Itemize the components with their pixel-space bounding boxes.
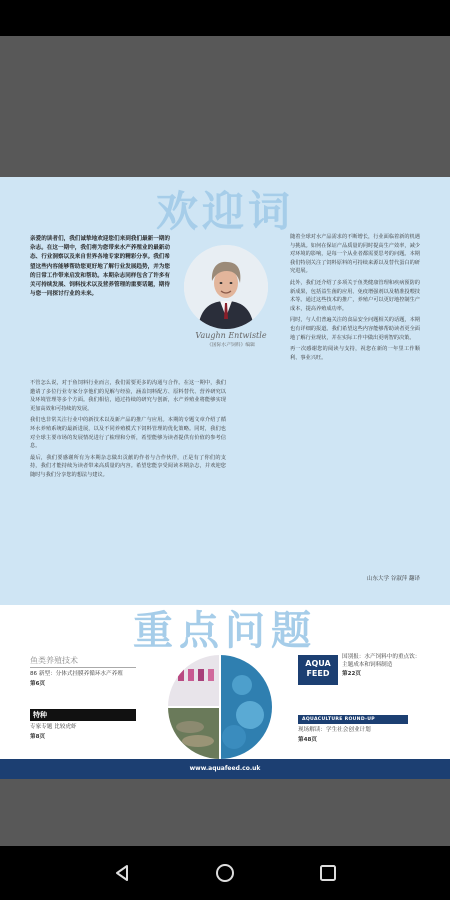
portrait-name: Vaughn Entwistle (195, 331, 267, 340)
body-paragraph: 此外，我们还介绍了多项关于鱼类健康管理和疾病预防的新成果，包括益生菌的应用、免疫增强剂以及精准投喂技术等。通过这些技术的推广，养殖户可以更好地控制生产成本，提高养殖成功率。 (290, 279, 420, 312)
cover-collage-image (168, 655, 272, 759)
body-column-left (30, 379, 226, 483)
topic-subtitle: 86 新型：分体式挂膜养循环水产养殖 (30, 671, 123, 677)
topic-bar: 特种 (30, 709, 136, 721)
topic-heading: 鱼类养殖技术 (30, 655, 136, 668)
welcome-section (0, 177, 450, 605)
topic-page-number: 第6页 (30, 681, 46, 687)
intro-paragraph: 亲爱的读者们，我们诚挚地欢迎您们来到我们最新一期的杂志。在这一期中，我们将为您带来水产养殖业的最新动态、行业洞察以及来自世界各地专家的精彩分享。我们希望这些内容能够帮助您更好地了解行业发展趋势，并为您的日常工作带来启发和帮助。本期杂志同样包含了许多有关可持续发展、饲料技术以及营养管理的重要话题，期待与您一同探讨行业的未来。 (30, 236, 170, 298)
navigation-bar (0, 846, 450, 900)
editor-portrait (184, 245, 268, 329)
aqua-feed-logo: AQUA FEED (298, 655, 338, 685)
topic-page-number: 第48页 (298, 737, 317, 743)
magazine-page[interactable] (0, 177, 450, 779)
body-paragraph: 再一次感谢您的阅读与支持，祝您在新的一年里工作顺利、事业兴旺。 (290, 346, 420, 361)
body-paragraph: 我们也非常关注行业中的新技术以及新产品的推广与应用。本期的专题文章介绍了循环水养殖系统的最新进展，以及不同养殖模式下饲料管理的优化策略。同时，我们也对全球主要市场的发展情况进行了梳理和分析，希望能够为读者提供有价值的参考信息。 (30, 417, 226, 450)
footer-url[interactable]: www.aquafeed.co.uk (0, 759, 450, 779)
topic-fish-farming (30, 655, 136, 687)
topic-subtitle: 国别报：水产饲料中的重点饮：主题成本和饲料制造 (342, 654, 421, 668)
body-paragraph: 随着全球对水产品需求的不断增长，行业面临着新的机遇与挑战。如何在保证产品质量的同时提高生产效率，减少对环境的影响，是每一个从业者都需要思考的问题。本期我们特别关注了饲料原料的可持续来源以及替代蛋白的研究进展。 (290, 234, 420, 275)
topic-subtitle: 现场解读：学生社会创业计划 (298, 727, 371, 733)
key-issues-title: 重点问题 (133, 608, 317, 654)
welcome-title: 欢迎词 (155, 187, 294, 236)
home-icon[interactable] (205, 853, 245, 893)
body-paragraph: 不管怎么说，对于鱼饲料行业而言，我们需要更多的沟通与合作。在这一期中，我们邀请了多位行业专家分享他们的见解与经验，涵盖饲料配方、原料替代、营养研究以及环境管理等多个方面。我们相信，通过持续的研究与创新，水产养殖业将能够实现更加高效和可持续的发展。 (30, 380, 226, 412)
topic-species (30, 709, 136, 740)
topic-page-number: 第22页 (342, 671, 361, 677)
topic-page-number: 第8页 (30, 734, 46, 740)
back-icon[interactable] (102, 853, 142, 893)
body-paragraph: 同时，与人们普遍关注的食品安全问题相关的话题，本期也有详细的报道。我们希望这些内容能够帮助读者更全面地了解行业现状，并在实际工作中做出更明智的决策。 (290, 317, 420, 341)
topic-country-report (342, 653, 422, 678)
topic-subtitle: 专家专题 比较虎虾 (30, 724, 77, 730)
topic-roundup (298, 715, 408, 743)
portrait-role: 《国际水产饲料》编辑 (207, 343, 255, 348)
status-bar (0, 0, 450, 36)
recents-icon[interactable] (308, 853, 348, 893)
topic-bar: AQUACULTURE ROUND-UP (298, 715, 408, 724)
translator-signature: 山东大学 谷淑萍 翻译 (367, 576, 420, 582)
document-viewer[interactable] (0, 36, 450, 846)
body-paragraph: 最后，我们要感谢所有为本期杂志做出贡献的作者与合作伙伴，正是有了你们的支持，我们才能持续为读者带来高质量的内容。希望您能享受阅读本期杂志，并欢迎您随时与我们分享您的想法与建议。 (30, 454, 226, 478)
body-column-right (290, 233, 420, 365)
